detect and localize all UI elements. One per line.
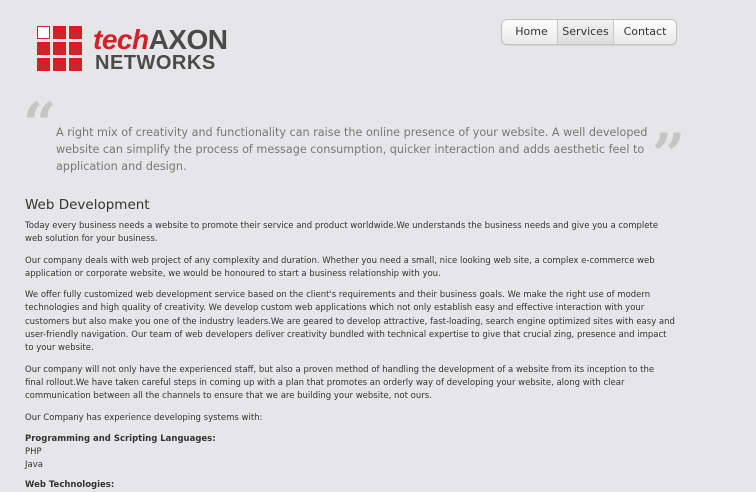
paragraph: Today every business needs a website to promote their service and product worldwide.We understands the business needs and give you a complete web solution for your business.	[25, 221, 659, 245]
nav-home-link[interactable]: Home	[502, 20, 558, 44]
logo-grid-icon	[37, 26, 85, 74]
logo-tech-text: tech	[93, 24, 149, 55]
logo-square	[69, 58, 82, 71]
open-quote-icon: “	[23, 90, 57, 158]
list-item: Java	[25, 460, 43, 471]
section-title-web-technologies: Web Technologies:	[25, 479, 115, 490]
logo-networks-text: NETWORKS	[95, 52, 216, 74]
logo-square	[53, 42, 66, 55]
paragraph: Our Company has experience developing systems with:	[25, 412, 263, 423]
nav-contact-link[interactable]: Contact	[623, 25, 667, 38]
logo-square	[53, 58, 66, 71]
paragraph: We offer fully customized web development service based on the client's requirements and their business goals. We make the right use of modern technologies and high quality of creativity. We develop custom web applications which not only establish easy and effective interaction with your customers but also make you one of the industry leaders.We are geared to develop attractive, fast-loading, search engine optimized sites with easy and user-friendly navigation. Our team of web developers deliver creativity bundled with technical expertise to give that crucial zing, presence and impact to your website.	[25, 290, 675, 354]
paragraph: Our company will not only have the experienced staff, but also a proven method of handling the development of a website from its inception to the final rollout.We have taken careful steps in coming up with a plan that promotes an orderly way of developing your website, along with clear communication between all the channels to ensure that we are building your website, not ours.	[25, 364, 655, 402]
list-item: PHP	[25, 446, 42, 457]
main-nav	[501, 19, 677, 45]
logo-square	[69, 26, 82, 39]
main-content	[25, 196, 675, 492]
paragraph: Our company deals with web project of any complexity and duration. Whether you need a small, nice looking web site, a complex e-commerce web application or corporate website, we would be honoured to start a business relationship with you.	[25, 255, 655, 279]
page-title: Web Development	[25, 197, 150, 213]
close-quote-icon: ”	[652, 121, 686, 189]
section-title-languages: Programming and Scripting Languages:	[25, 433, 216, 444]
logo-square	[37, 42, 50, 55]
nav-services-link[interactable]: Services	[558, 20, 614, 44]
logo-wordmark	[93, 26, 227, 54]
intro-quote: A right mix of creativity and functionality can raise the online presence of your website. A well developed website can simplify the process of message consumption, quicker interaction and adds aesthetic feel to application and design.	[56, 126, 648, 173]
logo-square-outline	[37, 26, 50, 39]
logo-axon-text: AXON	[148, 24, 228, 55]
logo-square	[53, 26, 66, 39]
company-logo[interactable]	[37, 26, 267, 76]
logo-square	[37, 58, 50, 71]
logo-square	[69, 42, 82, 55]
